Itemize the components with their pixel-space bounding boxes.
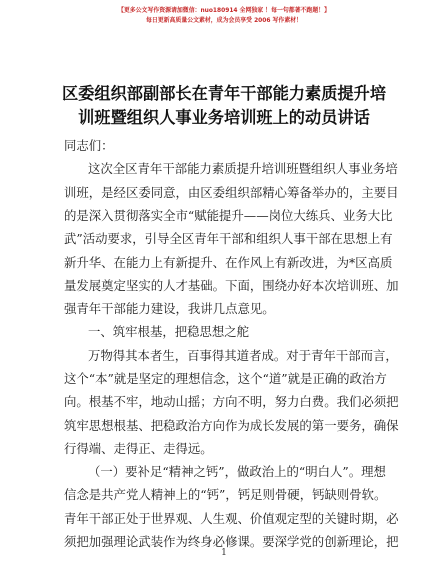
paragraph-1-line: 训班，是经区委同意，由区委组织部精心筹备举办的，主要目 <box>64 184 399 200</box>
paragraph-1-line: 的是深入贯彻落实全市“赋能提升——岗位大练兵、业务大比 <box>64 207 393 223</box>
document-title-line-2: 训班暨组织人事业务培训班上的动员讲话 <box>78 108 370 127</box>
paragraph-1-line: 量发展奠定坚实的人才基础。下面，围绕办好本次培训班、加 <box>64 277 399 293</box>
greeting: 同志们： <box>64 138 114 153</box>
promo-banner-line-1: 【更多公文写作资源请加微信：nuo180914 全网独家 ！每一句都著不跑题！】 <box>117 7 331 14</box>
paragraph-2-line: 行得端、走得正、走得远。 <box>64 440 213 456</box>
paragraph-1-line: 这次全区青年干部能力素质提升培训班暨组织人事业务培 <box>88 161 398 177</box>
section-heading-1: 一、筑牢根基，把稳思想之舵 <box>88 324 250 340</box>
paragraph-2-line: 筑牢思想根基、把稳政治方向作为成长发展的第一要务，确保 <box>64 417 399 433</box>
paragraph-3-line: （一）要补足“精神之钙”，做政治上的“明白人”。理想 <box>88 464 386 480</box>
paragraph-1-line: 新升华、在能力上有新提升、在作风上有新改进，为*区高质 <box>64 254 393 270</box>
paragraph-1-line: 强青年干部能力建设，我讲几点意见。 <box>64 301 275 317</box>
paragraph-1-line: 武”活动要求，引导全区青年干部和组织人事干部在思想上有 <box>64 231 393 247</box>
paragraph-2-line: 这个“本”就是坚定的理想信念，这个“道”就是正确的政治方 <box>64 370 387 386</box>
paragraph-3-line: 信念是共产党人精神上的“钙”，钙足则骨硬，钙缺则骨软。 <box>64 487 387 503</box>
page-number: 1 <box>221 548 227 558</box>
paragraph-2-line: 万物得其本者生，百事得其道者成。对于青年干部而言， <box>88 347 398 363</box>
paragraph-2-line: 向。根基不牢，地动山摇；方向不明，努力白费。我们必须把 <box>64 394 399 410</box>
document-title-line-1: 区委组织部副部长在青年干部能力素质提升培 <box>61 84 387 103</box>
paragraph-3-line: 须把加强理论武装作为终身必修课。要深学党的创新理论，把 <box>64 534 399 549</box>
paragraph-3-line: 青年干部正处于世界观、人生观、价值观定型的关键时期，必 <box>64 510 399 526</box>
promo-banner-line-2: 每日更新高质量公文素材，成为会员享受 2006 写作素材！ <box>145 17 303 24</box>
